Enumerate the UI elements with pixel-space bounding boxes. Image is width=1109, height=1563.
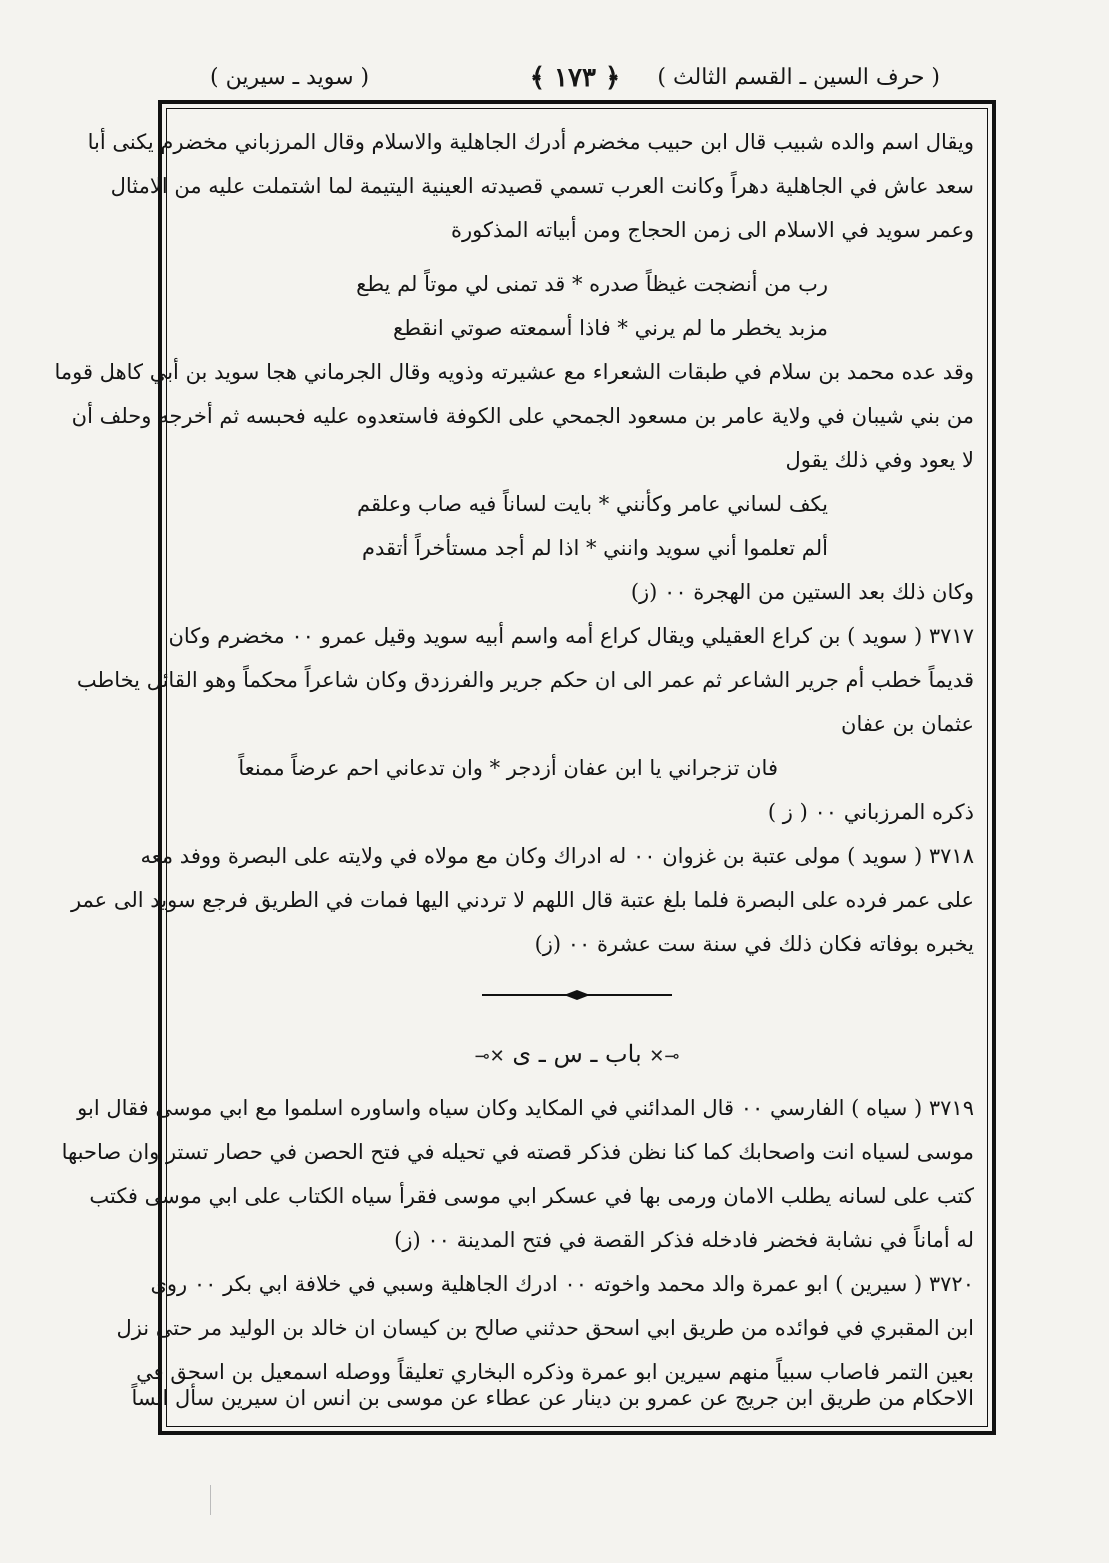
text-line: يخبره بوفاته فكان ذلك في سنة ست عشرة ٠٠ (ز) [534, 932, 974, 956]
text-line: وقد عده محمد بن سلام في طبقات الشعراء مع عشيرته وذويه وقال الجرماني هجا سويد بن أبي كاهل قوما [54, 360, 974, 384]
section-divider-ornament [482, 989, 672, 1001]
text-line: لا يعود وفي ذلك يقول [785, 448, 974, 472]
text-line: كتب على لسانه يطلب الامان ورمى بها في عسكر ابي موسى فقرأ سياه الكتاب على ابي موسى فكتب [89, 1184, 974, 1208]
heading-ornament-icon: ✕⊸ [474, 1046, 505, 1067]
text-line: ابن المقبري في فوائده من طريق ابي اسحق حدثني صالح بن كيسان ان خالد بن الوليد مر حتى نزل [116, 1316, 974, 1340]
chapter-heading [176, 1034, 978, 1074]
header-entry-range: ( سويد ـ سيرين ) [210, 65, 370, 90]
text-line: من بني شيبان في ولاية عامر بن مسعود الجمحي على الكوفة فاستعدوه عليه فحبسه ثم أخرجه وحلف أن [71, 404, 974, 428]
text-line: له أماناً في نشابة فخضر فادخله فذكر القصة في فتح المدينة ٠٠ (ز) [394, 1228, 974, 1252]
text-line: بعين التمر فاصاب سبياً منهم سيرين ابو عمرة وذكره البخاري تعليقاً ووصله اسمعيل بن اسحق في [136, 1360, 974, 1384]
entry-3718-line: ٣٧١٨ ( سويد ) مولى عتبة بن غزوان ٠٠ له ادراك وكان مع مولاه في ولايته على البصرة ووفد معه [140, 844, 974, 868]
text-line: موسى لسياه انت واصحابك كما كنا نظن فذكر قصته في تحيله في فتح الحصن في حصار تستر وان صاحبها [61, 1140, 974, 1164]
text-line: ذكره المرزباني ٠٠ ( ز ) [767, 800, 974, 824]
text-line: وعمر سويد في الاسلام الى زمن الحجاج ومن أبياته المذكورة [451, 218, 974, 242]
chapter-title: باب ـ س ـ ى [512, 1040, 642, 1068]
entry-3720-line: ٣٧٢٠ ( سيرين ) ابو عمرة والد محمد واخوته ٠٠ ادرك الجاهلية وسبي في خلافة ابي بكر ٠٠ روى [150, 1272, 974, 1296]
verse-line: رب من أنضجت غيظاً صدره * قد تمنى لي موتاً لم يطع [356, 272, 828, 296]
verse-line: مزبد يخطر ما لم يرني * فاذا أسمعته صوتي انقطع [393, 316, 828, 340]
text-line: قديماً خطب أم جرير الشاعر ثم عمر الى ان حكم جرير والفرزدق وكان شاعراً محكماً وهو القائل يخاطب [76, 668, 974, 692]
entry-3719-line: ٣٧١٩ ( سياه ) الفارسي ٠٠ قال المدائني في المكايد وكان سياه واساوره اسلموا مع ابي موسى فقال ابو [77, 1096, 974, 1120]
text-line: الاحكام من طريق ابن جريج عن عمرو بن دينار عن عطاء عن موسى بن انس ان سيرين سأل انساً [131, 1386, 974, 1410]
verse-line: فان تزجراني يا ابن عفان أزدجر * وان تدعاني احم عرضاً ممنعاً [238, 756, 778, 780]
verse-line: يكف لساني عامر وكأنني * بايت لساناً فيه صاب وعلقم [357, 492, 828, 516]
header-section-title: ( حرف السين ـ القسم الثالث ) [657, 65, 940, 90]
page-number: ﴿ ١٧٣ ﴾ [529, 63, 621, 93]
entry-3717-line: ٣٧١٧ ( سويد ) بن كراع العقيلي ويقال كراع أمه واسم أبيه سويد وقيل عمرو ٠٠ مخضرم وكان [168, 624, 974, 648]
text-line: سعد عاش في الجاهلية دهراً وكانت العرب تسمي قصيدته العينية اليتيمة لما اشتملت عليه من الامثال [110, 174, 974, 198]
running-header [210, 58, 940, 98]
page-body [54, 116, 978, 1421]
heading-ornament-icon: ⊸✕ [649, 1046, 680, 1067]
text-line: على عمر فرده على البصرة فلما بلغ عتبة قال اللهم لا تردني اليها فمات في الطريق فرجع سويد الى عمر [70, 888, 974, 912]
text-line: ويقال اسم والده شبيب قال ابن حبيب مخضرم أدرك الجاهلية والاسلام وقال المرزباني مخضرم يكنى أبا [87, 130, 974, 154]
text-line: وكان ذلك بعد الستين من الهجرة ٠٠ (ز) [630, 580, 974, 604]
text-line: عثمان بن عفان [841, 712, 974, 736]
scan-margin-mark [210, 1485, 211, 1515]
verse-line: ألم تعلموا أني سويد وانني * اذا لم أجد مستأخراً أتقدم [361, 536, 828, 560]
